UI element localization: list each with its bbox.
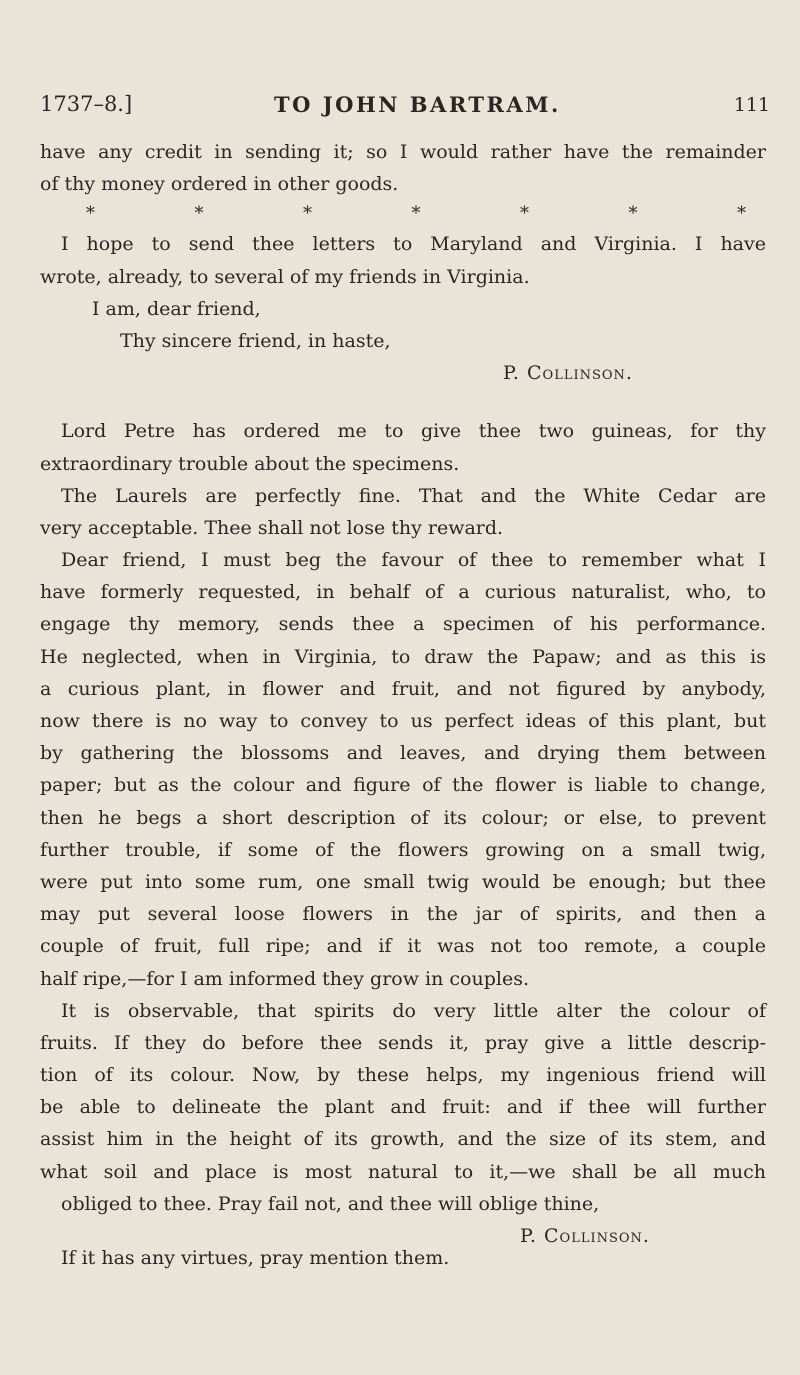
running-header	[40, 92, 770, 128]
letter-gap	[40, 389, 766, 415]
text-line: have any credit in sending it; so I would rather have the remainder	[40, 141, 766, 163]
text-line: were put into some rum, one small twig would be enough; but thee	[40, 870, 766, 893]
text-line: by gathering the blossoms and leaves, and drying them between	[40, 742, 766, 765]
signature: P. Collinson.	[520, 1225, 650, 1247]
postscript: If it has any virtues, pray mention them.	[61, 1247, 450, 1270]
text-line: have formerly requested, in behalf of a curious naturalist, who, to	[40, 581, 766, 604]
page-body	[40, 136, 766, 1274]
text-line: paper; but as the colour and figure of the flower is liable to change,	[40, 774, 766, 797]
star-glyph: *	[86, 203, 95, 225]
header-title: TO JOHN BARTRAM.	[274, 92, 561, 117]
text-line: Lord Petre has ordered me to give thee two guineas, for thy	[61, 420, 766, 443]
text-line: I hope to send thee letters to Maryland and Virginia. I have	[61, 233, 766, 256]
text-line: couple of fruit, full ripe; and if it was not too remote, a couple	[40, 935, 766, 958]
text-line: The Laurels are perfectly fine. That and the White Cedar are	[61, 484, 766, 507]
text-line: assist him in the height of its growth, and the size of its stem, and	[40, 1128, 766, 1151]
page-number: 111	[733, 94, 770, 116]
text-line: what soil and place is most natural to it,—we shall be all much	[40, 1160, 766, 1183]
text-line: be able to delineate the plant and fruit: and if thee will further	[40, 1096, 766, 1119]
text-line: fruits. If they do before thee sends it, pray give a little descrip-	[40, 1031, 766, 1054]
closing-salutation: I am, dear friend,	[92, 297, 261, 320]
section-separator-stars	[40, 200, 766, 228]
text-line: very acceptable. Thee shall not lose thy reward.	[40, 516, 504, 539]
text-line: obliged to thee. Pray fail not, and thee will oblige thine,	[61, 1192, 600, 1215]
star-glyph: *	[303, 203, 312, 225]
text-line: half ripe,—for I am informed they grow in couples.	[40, 967, 529, 990]
text-line: may put several loose flowers in the jar of spirits, and then a	[40, 903, 766, 926]
signature: P. Collinson.	[503, 362, 633, 385]
star-glyph: *	[194, 203, 204, 225]
text-line: He neglected, when in Virginia, to draw the Papaw; and as this is	[40, 645, 766, 668]
text-line: now there is no way to convey to us perfect ideas of this plant, but	[40, 710, 766, 732]
closing-valediction: Thy sincere friend, in haste,	[120, 329, 391, 352]
text-line: It is observable, that spirits do very little alter the colour of	[61, 999, 766, 1022]
text-line: wrote, already, to several of my friends in Virginia.	[40, 265, 530, 288]
text-line: then he begs a short description of its colour; or else, to prevent	[40, 806, 766, 829]
star-glyph: *	[520, 203, 529, 225]
text-line: Dear friend, I must beg the favour of thee to remember what I	[61, 549, 766, 572]
star-glyph: *	[411, 203, 421, 225]
text-line: engage thy memory, sends thee a specimen of his performance.	[40, 613, 766, 636]
text-line: tion of its colour. Now, by these helps, my ingenious friend will	[40, 1064, 766, 1087]
text-line: extraordinary trouble about the specimens.	[40, 452, 460, 475]
text-line: a curious plant, in flower and fruit, and not figured by anybody,	[40, 677, 766, 700]
text-line: of thy money ordered in other goods.	[40, 173, 399, 196]
header-year-range: 1737–8.]	[40, 92, 133, 116]
star-glyph: *	[628, 203, 638, 225]
star-glyph: *	[737, 203, 746, 225]
text-line: further trouble, if some of the flowers growing on a small twig,	[40, 838, 766, 861]
